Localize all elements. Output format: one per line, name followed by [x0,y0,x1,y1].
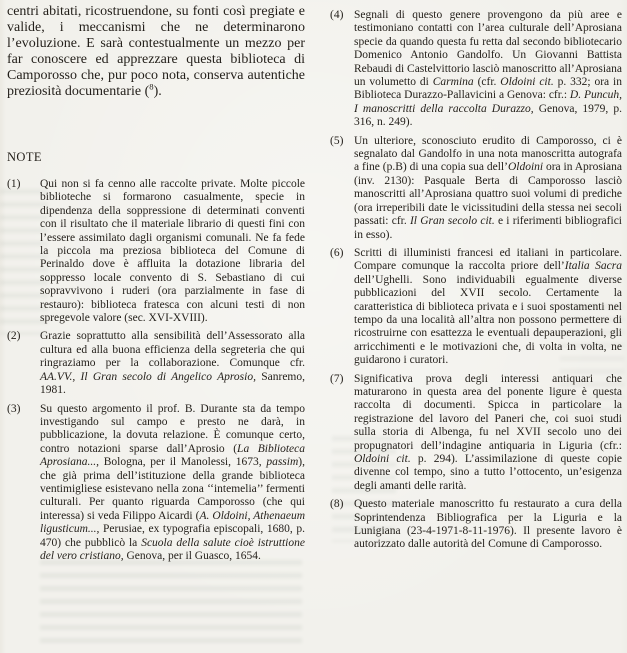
text-run: Genova, per il Guasco, 1654. [123,549,261,562]
footnote-item [7,330,305,397]
footnote-number: (2) [7,330,21,343]
footnote-ref: 8 [149,81,154,92]
footnote-text [354,373,622,494]
italic-text: Oldoini cit. [500,76,554,89]
footnote-text [354,135,622,242]
text-run: Significativa prova degli interessi antiquari che maturarono in questa area del ponente ligure è questa raccolta di documenti. Spicca in particolare la registrazione del lavoro del Paneri che, coi suoi studi sulla storia di Albenga, fu nel XVII secolo uno dei propugnatori dell’indagine antiquaria in Liguria (cfr.: [354,372,622,452]
right-column [330,9,622,552]
footnote-number: (6) [330,246,344,259]
italic-text: AA.VV., Il Gran secolo di Angelico Aprosio, [40,370,256,383]
footnote-text [354,498,622,552]
italic-text: Carmina [432,76,474,89]
text-run: (cfr. [473,76,501,89]
footnote-number: (4) [330,9,344,21]
italic-text: A. Oldoini, Athenaeum ligusticum..., [40,509,305,536]
text-run: Sanremo, 1981. [40,370,305,397]
footnote-item [330,247,622,368]
footnotes-list-right [330,9,622,552]
text-run: centri abitati, ricostruendone, su fonti così pregiate e valide, i meccanismi che ne determinarono l’evoluzione. E sarà contestualmente un mezzo per far conoscere ed apprezzare questa biblioteca di Camporosso che, pur poco nota, conserva autentiche preziosità documentarie ( [7,4,305,99]
text-run: Perusiae, ex typografia episcopali, 1680, p. 470) che pubblicò la [40,523,305,549]
footnote-text [40,178,305,325]
text-run: Segnali di questo genere provengono da più aree e testimoniano contatti con l’area culturale dell’Aprosiana specie da quando questa fu retta dal secondo bibliotecario Domenico Antonio Gandolfo. Un Giovanni Battista Rebaudi di Castelvittorio lasciò manoscritto all’Aprosiana un volumetto di [354,9,622,89]
text-run: Qui non si fa cenno alle raccolte private. Molte piccole biblioteche si formarono casualmente, specie in dipendenza della soppressione di determinati conventi con il risultato che il materiale librario di questi fini con l’essere assimilato dagli organismi comunali. Ne fa fede la piccola ma preziosa biblioteca del Comune di Perinaldo dove è affluita la dotazione libraria del soppresso locale convento di S. Sebastiano di cui sopravvivono i ruderi (ora parzialmente in fase di restauro): biblioteca fratesca con alcuni testi di non spregevole valore (sec. XVI-XVIII). [40,178,305,325]
notes-heading: NOTE [7,150,42,164]
text-run: Su questo argomento il prof. B. Durante sta da tempo investigando sul campo e presto ne darà, in pubblicazione, la dovuta relazione. È comunque certo, contro notazioni sparse dall’Aprosio ( [40,402,305,455]
lead-paragraph [7,4,305,100]
text-run: p. 294). L’assimilazione di queste copie divenne col tempo, sino a tutto l’ottocento, un’esigenza degli amanti delle rarità. [354,453,623,492]
footnotes-list-left [7,178,305,563]
text-run: Genova, 1979, p. 316, n. 249). [354,102,622,129]
left-column [7,4,305,563]
italic-text: D. Puncuh, I manoscritti della raccolta Durazzo, [354,89,622,115]
footnote-text [354,247,622,368]
footnote-number: (7) [330,372,344,385]
text-run: Bologna, per il Manolessi, 1673, [99,456,267,469]
italic-text: Scuola della salute cioè istruttione del vero cristiano, [40,536,305,562]
footnote-item [7,403,305,564]
footnote-item [330,135,622,242]
footnote-item [330,373,622,494]
italic-text: La Biblioteca Aprosiana..., [40,442,305,469]
text-run: Questo materiale manoscritto fu restaurato a cura della Soprintendenza Bibliografica per la Liguria e la Lunigiana (23-4-1971-8-11-1976). Il presente lavoro è autorizzato dalle autorità del Comune di Camporosso. [354,498,622,551]
text-run: dell’Ughelli. Sono individuabili egualmente diverse pubblicazioni del XVII secolo. Certamente la caratteristica di biblioteca privata e i suoi spostamenti nel tempo da una località all’altra non possono permettere di ricostruirne con esattezza le eventuali depauperazioni, gli arricchimenti e le motivazioni che, di volta in volta, ne guidarono i curatori. [354,273,622,367]
footnote-text [354,9,622,130]
italic-text: Oldoini cit. [354,453,411,465]
text-run: Scritti di illuministi francesi ed italiani in particolare. Compare comunque la raccolta priore dell’ [354,246,622,273]
italic-text: passim [266,456,299,469]
footnote-text [40,330,305,397]
footnote-text [40,403,305,564]
footnote-number: (3) [7,402,21,415]
text-run: Un ulteriore, sconosciuto erudito di Camporosso, ci è segnalato dal Gandolfo in una nota manoscritta autografa a fine (p.B) di una copia sua dell’ [354,134,622,174]
italic-text: Il Gran secolo cit. [409,215,495,228]
italic-text: Italia Sacra [564,260,622,273]
bleed-through-artifact [40,556,302,648]
text-run: Grazie soprattutto alla sensibilità dell’Assessorato alla cultura ed alla buona efficienza della segreteria che qui ringraziamo per la collaborazione. Comunque cfr. [40,330,305,370]
footnote-number: (8) [330,498,344,511]
footnote-item [330,498,622,552]
italic-text: Oldoini [507,161,544,174]
footnote-item [7,178,305,325]
text-run: e i riferimenti bibliografici in esso). [354,215,622,241]
text-run: ). [153,84,162,99]
text-run: ), che già prima dell’istituzione della grande biblioteca ventimigliese esistevano nella zona ‘‘intemelia’’ fermenti culturali. Per quanto riguarda Camporosso (che qui interessa) si veda Filippo Aicardi ( [40,456,305,522]
text-run: ora in Aprosiana (inv. 2130): Pasquale Berta di Camporosso lasciò manoscritti all’Aprosiana quattro suoi volumi di prediche (ora irreperibili date le vicissitudini della stessa nei secoli passati: cfr. [354,161,622,228]
footnote-item [330,9,622,130]
footnote-number: (5) [330,134,344,147]
footnote-number: (1) [7,178,21,190]
text-run: p. 332; ora in Biblioteca Durazzo-Pallavicini a Genova: cfr.: [354,76,622,102]
